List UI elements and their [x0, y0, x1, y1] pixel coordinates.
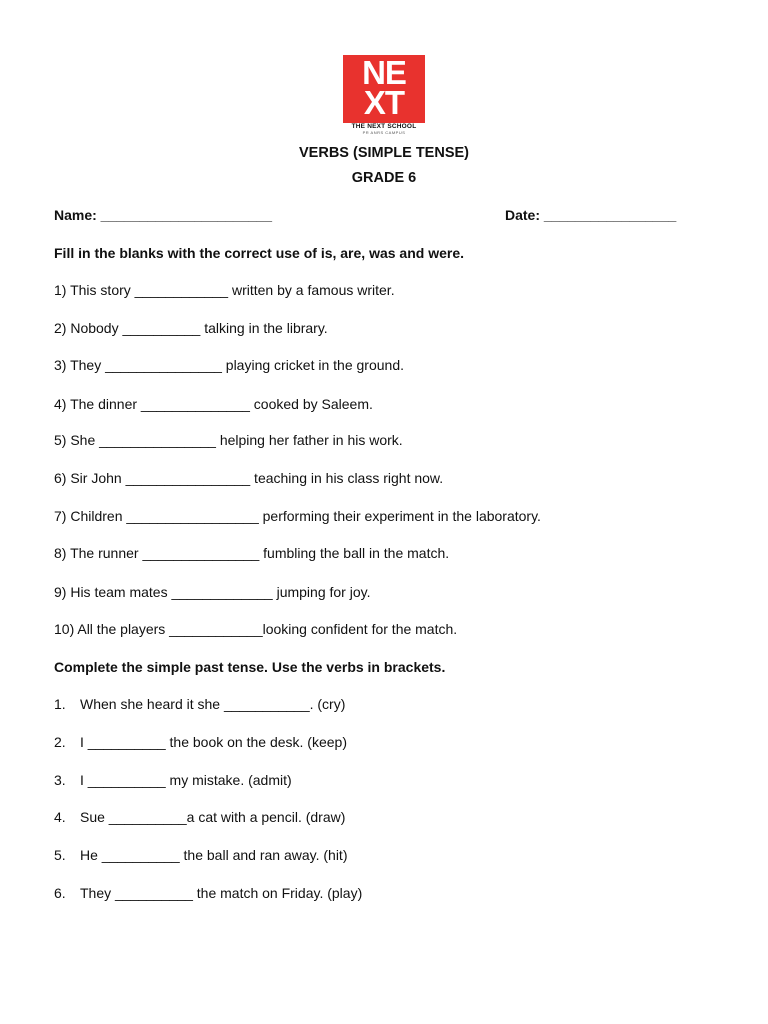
past-tense-item-1 — [54, 696, 345, 712]
item-text: They __________ the match on Friday. (play) — [80, 885, 363, 901]
past-tense-item-5 — [54, 847, 347, 863]
past-tense-item-2 — [54, 734, 347, 750]
exercise-item-2: 2) Nobody __________ talking in the library. — [54, 320, 328, 336]
past-tense-item-3 — [54, 772, 292, 788]
exercise-item-6: 6) Sir John ________________ teaching in his class right now. — [54, 470, 444, 486]
item-number: 4. — [54, 809, 66, 825]
name-field: Name: ______________________ — [54, 207, 272, 223]
item-text: He __________ the ball and ran away. (hit) — [80, 847, 348, 863]
logo-text-line1: NE — [362, 54, 406, 91]
exercise-item-9: 9) His team mates _____________ jumping for joy. — [54, 584, 371, 600]
section2-instruction: Complete the simple past tense. Use the verbs in brackets. — [54, 659, 446, 675]
item-number: 5. — [54, 847, 66, 863]
date-field: Date: _________________ — [505, 207, 677, 223]
exercise-item-1: 1) This story ____________ written by a famous writer. — [54, 282, 395, 298]
item-number: 1. — [54, 696, 66, 712]
logo-tagline: THE NEXT SCHOOL — [351, 123, 417, 130]
logo-subtagline: PR ANRS CAMPUS — [362, 130, 406, 135]
exercise-item-7: 7) Children _________________ performing their experiment in the laboratory. — [54, 508, 541, 524]
logo-mark — [343, 55, 425, 123]
item-text: I __________ the book on the desk. (keep) — [80, 734, 347, 750]
worksheet-grade: GRADE 6 — [351, 170, 417, 186]
exercise-item-5: 5) She _______________ helping her father in his work. — [54, 432, 403, 448]
item-text: Sue __________a cat with a pencil. (draw) — [80, 809, 346, 825]
school-logo — [343, 55, 425, 133]
worksheet-title: VERBS (SIMPLE TENSE) — [299, 145, 469, 161]
past-tense-item-6 — [54, 885, 362, 901]
item-text: I __________ my mistake. (admit) — [80, 772, 292, 788]
past-tense-item-4 — [54, 809, 345, 825]
item-number: 2. — [54, 734, 66, 750]
exercise-item-3: 3) They _______________ playing cricket in the ground. — [54, 357, 404, 373]
exercise-item-4: 4) The dinner ______________ cooked by Saleem. — [54, 396, 373, 412]
item-text: When she heard it she ___________. (cry) — [80, 696, 346, 712]
section1-instruction: Fill in the blanks with the correct use of is, are, was and were. — [54, 245, 465, 261]
item-number: 3. — [54, 772, 66, 788]
exercise-item-10: 10) All the players ____________looking confident for the match. — [54, 621, 458, 637]
logo-text-line2: XT — [363, 84, 405, 121]
item-number: 6. — [54, 885, 66, 901]
exercise-item-8: 8) The runner _______________ fumbling the ball in the match. — [54, 545, 450, 561]
